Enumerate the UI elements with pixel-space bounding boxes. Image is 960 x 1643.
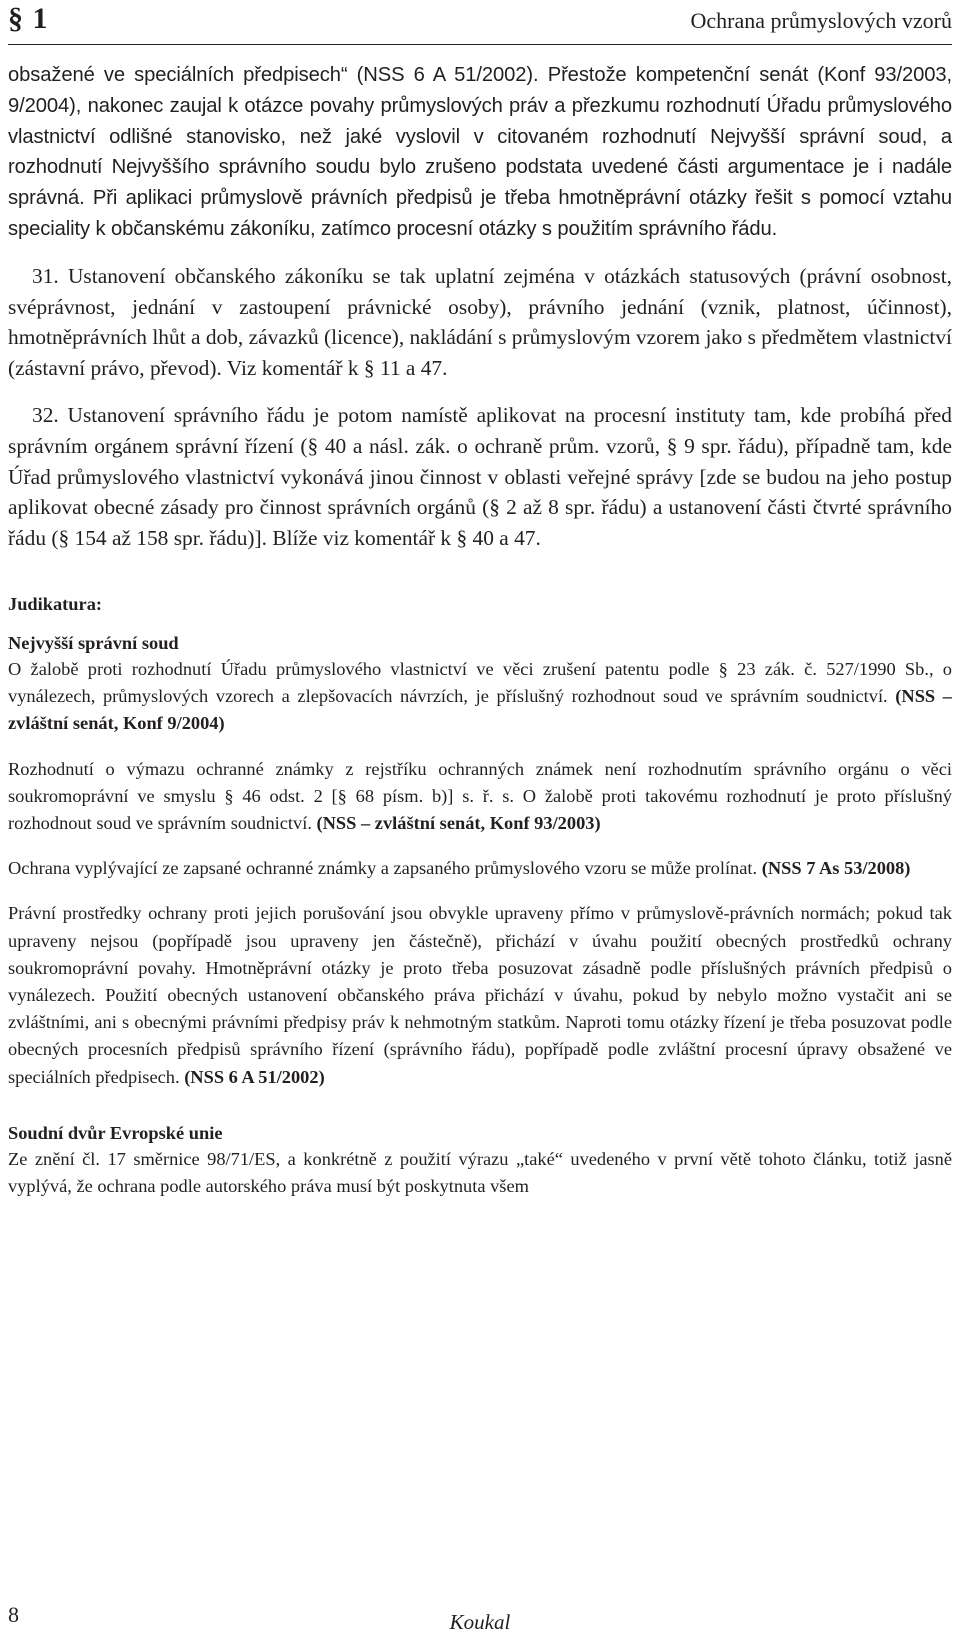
- page-footer: [8, 1602, 952, 1638]
- running-title: Ochrana průmyslových vzorů: [690, 8, 952, 33]
- page-header: [8, 0, 952, 45]
- case-citation: (NSS – zvláštní senát, Konf 9/2004): [8, 686, 952, 734]
- judikatura-heading: Judikatura:: [8, 593, 103, 614]
- case-entry: Ze znění čl. 17 směrnice 98/71/ES, a konkrétně z použití výrazu „také“ uvedeného v první větě tohoto článku, totiž jasně vyplývá, že ochrana podle autorského práva musí být poskytnuta všem: [8, 1148, 952, 1196]
- case-citation: (NSS 7 As 53/2008): [761, 858, 911, 879]
- case-entry: Ochrana vyplývající ze zapsané ochranné známky a zapsaného průmyslového vzoru se může prolínat. (NSS 7 As 53/2008): [8, 858, 911, 879]
- case-entry: O žalobě proti rozhodnutí Úřadu průmyslového vlastnictví ve věci zrušení patentu podle § 23 zák. č. 527/1990 Sb., o vynálezech, průmyslových vzorech a zlepšovacích návrzích, je příslušný rozhodnout soud ve správním soudnictví. (NSS – zvláštní senát, Konf 9/2004): [8, 658, 952, 734]
- paragraph-31: 31. Ustanovení občanského zákoníku se tak uplatní zejména v otázkách statusových (právní osobnost, svéprávnost, jednání v zastoupení právnické osoby), právního jednání (vznik, platnost, účinnost), hmotněprávních lhůt a dob, závazků (licence), nakládání s průmyslovým vzorem jako s předmětem vlastnictví (zástavní právo, převod). Viz komentář k § 11 a 47.: [8, 263, 952, 381]
- case-citation: (NSS 6 A 51/2002): [184, 1066, 325, 1087]
- paragraph-continued: obsažené ve speciálních předpisech“ (NSS 6 A 51/2002). Přestože kompetenční senát (Konf 93/2003, 9/2004), nakonec zaujal k otázce povahy průmyslových práv a přezkumu rozhodnutí Úřadu průmyslového vlastnictví odlišné stanovisko, než jaké vyslovil v citovaném rozhodnutí Nejvyšší správní soud, a rozhodnutí Nejvyššího správního soudu bylo zrušeno podstata uvedené části argumentace je i nadále správná. Při aplikaci průmyslově právních předpisů je třeba hmotněprávní otázky řešit s pomocí vztahu speciality k občanskému zákoníku, zatímco procesní otázky s použitím správního řádu.: [8, 64, 952, 240]
- case-entry: Právní prostředky ochrany proti jejich porušování jsou obvykle upraveny přímo v průmyslově-právních normách; pokud tak upraveny nejsou (popřípadě jsou upraveny jen částečně), přichází v úvahu použití obecných prostředků ochrany soukromoprávní povahy. Hmotněprávní otázky je proto třeba posuzovat zásadně podle příslušných právních předpisů o vynálezech. Použití obecných ustanovení občanského práva přichází v úvahu, pokud by nebylo možno vystačit ani se zvláštními, ani s obecnými právními předpisy práv k nehmotným statkům. Naproti tomu otázky řízení je třeba posuzovat podle obecných procesních předpisů správního řízení (správního řádu), popřípadě podle zvláštní procesní úpravy obsažené ve speciálních předpisech. (NSS 6 A 51/2002): [8, 903, 952, 1087]
- case-citation: (NSS – zvláštní senát, Konf 93/2003): [316, 812, 601, 833]
- section-number: § 1: [8, 2, 49, 35]
- paragraph-32: 32. Ustanovení správního řádu je potom namístě aplikovat na procesní instituty tam, kde probíhá před správním orgánem správní řízení (§ 40 a násl. zák. o ochraně prům. vzorů, § 9 spr. řádu), případně tam, kde Úřad průmyslového vlastnictví vykonává jinou činnost v oblasti veřejné správy [zde se budou na jeho postup aplikovat obecné zásady pro činnost správních orgánů (§ 2 až 8 spr. řádu) a ustanovení části čtvrté správního řádu (§ 154 až 158 spr. řádu)]. Blíže viz komentář k § 40 a 47.: [8, 402, 952, 551]
- page-number: 8: [8, 1602, 19, 1627]
- sdeu-heading: Soudní dvůr Evropské unie: [8, 1122, 223, 1143]
- page-body: [8, 60, 952, 1200]
- case-entry: Rozhodnutí o výmazu ochranné známky z rejstříku ochranných známek není rozhodnutím správního orgánu o věci soukromoprávní ve smyslu § 46 odst. 2 [§ 68 písm. b)] s. ř. s. O žalobě proti takovému rozhodnutí je proto příslušný rozhodnout soud ve správním soudnictví. (NSS – zvláštní senát, Konf 93/2003): [8, 758, 952, 833]
- nss-heading: Nejvyšší správní soud: [8, 632, 179, 653]
- footer-author: Koukal: [449, 1610, 511, 1634]
